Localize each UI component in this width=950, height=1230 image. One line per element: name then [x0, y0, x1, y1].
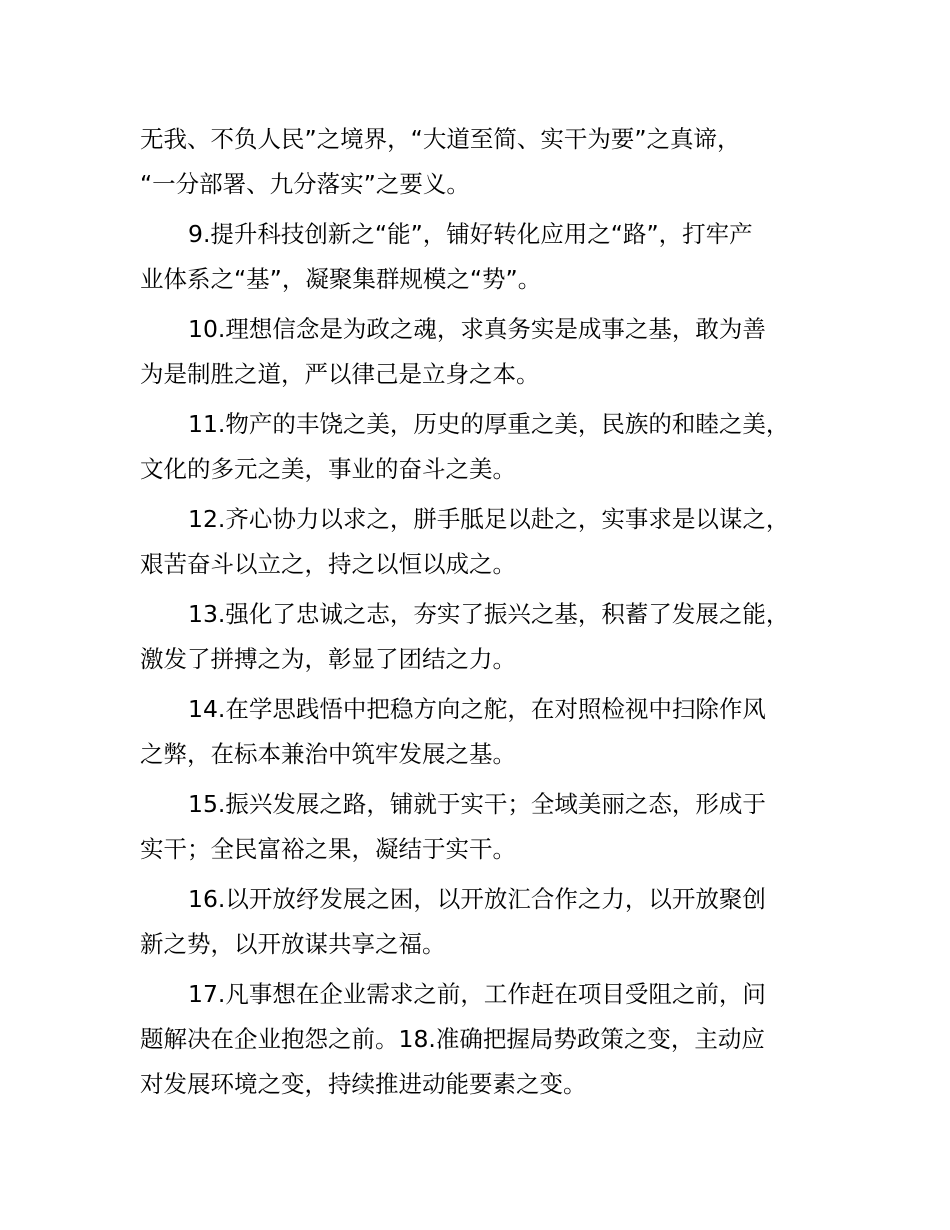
text-line: 激发了拼搏之为，彰显了团结之力。 [140, 645, 516, 673]
paragraph [140, 592, 840, 682]
paragraph [140, 687, 840, 777]
text-line: 题解决在企业抱怨之前。18.准确把握局势政策之变，主动应 [140, 1025, 765, 1053]
text-line: 业体系之“基”，凝聚集群规模之“势”。 [140, 265, 542, 293]
text-line: 新之势，以开放谋共享之福。 [140, 930, 446, 958]
text-line: 12.齐心协力以求之，胼手胝足以赴之，实事求是以谋之， [188, 505, 790, 533]
paragraph [140, 402, 840, 492]
paragraph [140, 782, 840, 872]
text-line: 13.强化了忠诚之志，夯实了振兴之基，积蓄了发展之能， [188, 600, 790, 628]
text-line: 为是制胜之道，严以律己是立身之本。 [140, 360, 540, 388]
text-line: 15.振兴发展之路，铺就于实干；全域美丽之态，形成于 [188, 790, 766, 818]
text-line: 9.提升科技创新之“能”，铺好转化应用之“路”，打牢产 [188, 220, 753, 248]
text-line: 对发展环境之变，持续推进动能要素之变。 [140, 1070, 587, 1098]
paragraph [140, 497, 840, 587]
text-line: 实干；全民富裕之果，凝结于实干。 [140, 835, 516, 863]
paragraph [140, 212, 840, 302]
text-line: 艰苦奋斗以立之，持之以恒以成之。 [140, 550, 516, 578]
text-line: 10.理想信念是为政之魂，求真务实是成事之基，敢为善 [188, 315, 766, 343]
paragraph [140, 117, 840, 207]
text-line: 无我、不负人民”之境界，“大道至简、实干为要”之真谛， [140, 125, 741, 153]
text-line: 16.以开放纾发展之困，以开放汇合作之力，以开放聚创 [188, 885, 766, 913]
text-line: “一分部署、九分落实”之要义。 [140, 170, 470, 198]
text-line: 17.凡事想在企业需求之前，工作赶在项目受阻之前，问 [188, 980, 766, 1008]
text-line: 14.在学思践悟中把稳方向之舵，在对照检视中扫除作风 [188, 695, 766, 723]
text-line: 11.物产的丰饶之美，历史的厚重之美，民族的和睦之美， [188, 410, 790, 438]
paragraph [140, 307, 840, 397]
text-line: 之弊，在标本兼治中筑牢发展之基。 [140, 740, 516, 768]
text-line: 文化的多元之美，事业的奋斗之美。 [140, 455, 516, 483]
paragraph [140, 877, 840, 967]
document-page [140, 117, 840, 1112]
paragraph [140, 972, 840, 1107]
